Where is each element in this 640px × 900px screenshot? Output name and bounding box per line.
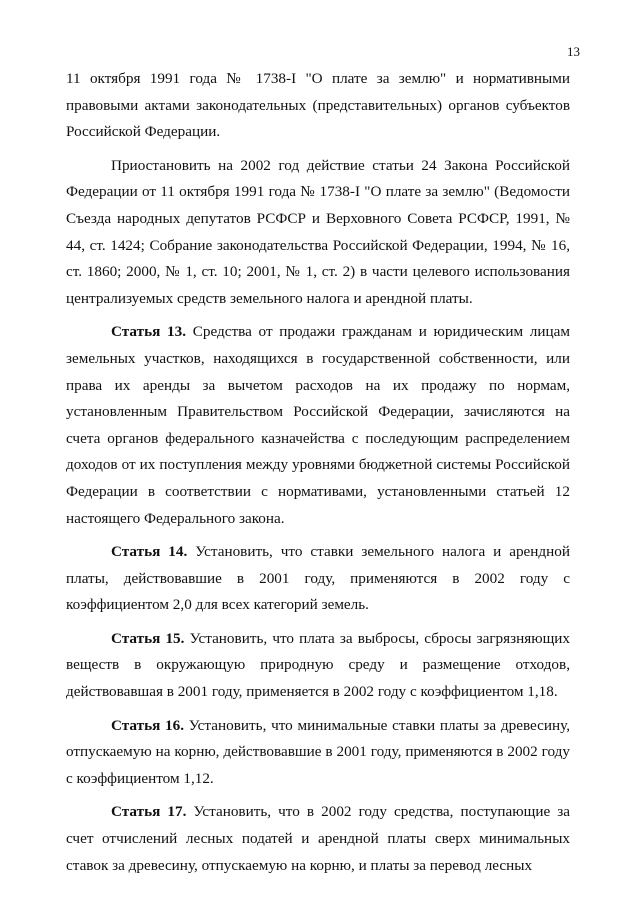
article-label: Статья 16. [111,716,185,734]
article-15 [66,626,570,706]
article-label: Статья 15. [111,629,185,647]
article-label: Статья 14. [111,543,188,561]
paragraph-text: Установить, что плата за выбросы, сбросы загрязняющих веществ в окружающую природную среду и размещение отходов, действовавшая в 2001 году, применяется в 2002 году с коэффициентом 1,18. [66,629,571,701]
paragraph-text: Установить, что ставки земельного налога и арендной платы, действовавшие в 2001 году, применяются в 2002 году с коэффициентом 2,0 для всех категорий земель. [66,543,570,614]
paragraph-text: 11 октября 1991 года № 1738-I "О плате за землю" и нормативными правовыми актами законодательных (представительных) органов субъектов Российской Федерации. [66,70,570,141]
article-13 [66,319,570,532]
article-14 [66,539,570,619]
paragraph-suspension [66,153,570,313]
article-label: Статья 17. [111,803,187,821]
paragraph-continuation [66,66,570,146]
paragraph-text: Установить, что минимальные ставки платы за древесину, отпускаемую на корню, действовавшие в 2001 году, применяются в 2002 году с коэффициентом 1,12. [66,716,571,787]
article-17 [66,799,570,879]
paragraph-text: Установить, что в 2002 году средства, поступающие за счет отчислений лесных податей и арендной платы сверх минимальных ставок за древесину, отпускаемую на корню, и платы за перевод лесных [66,803,571,874]
page-number: 13 [567,44,580,59]
article-16 [66,713,570,793]
paragraph-text: Приостановить на 2002 год действие статьи 24 Закона Российской Федерации от 11 октября 1991 года № 1738-I "О плате за землю" (Ведомости Съезда народных депутатов РСФСР и Верховного Совета РСФСР, 1991, № 44, ст. 1424; Собрание законодательства Российской Федерации, 1994, № 16, ст. 1860; 2000, № 1, ст. 10; 2001, № 1, ст. 2) в части целевого использования централизуемых средств земельного налога и арендной платы. [66,156,570,307]
paragraph-text: Средства от продажи гражданам и юридическим лицам земельных участков, находящихся в государственной собственности, или права их аренды за вычетом расходов на их продажу по нормам, установленным Правительством Российской Федерации, зачисляются на счета органов федерального казначейства с последующим распределением доходов от их поступления между уровнями бюджетной системы Российской Федерации в соответствии с нормативами, установленными статьей 12 настоящего Федерального закона. [66,323,570,527]
document-body [66,66,570,879]
article-label: Статья 13. [111,323,187,341]
